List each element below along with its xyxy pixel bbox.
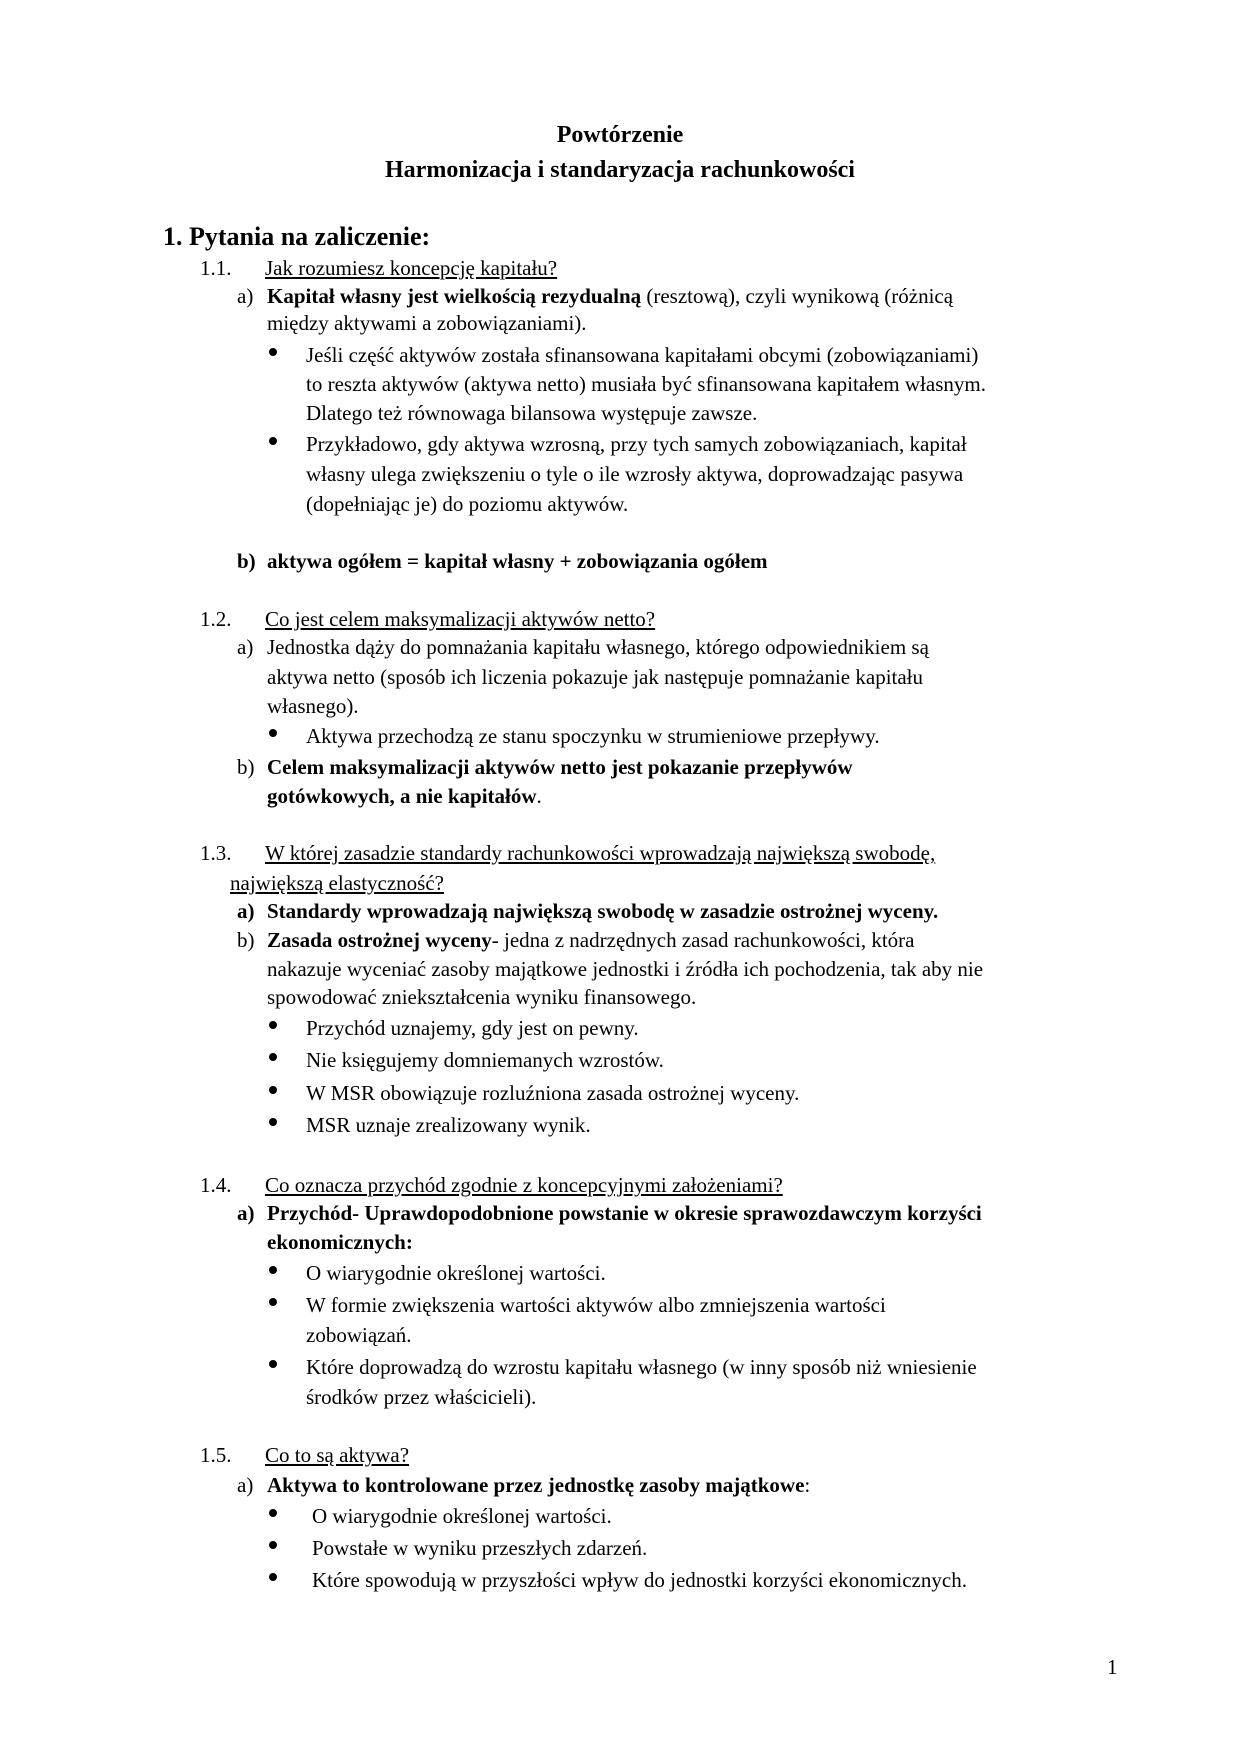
q3-b-line: nakazuje wyceniać zasoby majątkowe jednostki i źródła ich pochodzenia, tak aby nie (267, 957, 984, 981)
bullet-icon (269, 1298, 277, 1306)
q3-b-line (267, 927, 915, 953)
q2-question: Co jest celem maksymalizacji aktywów netto? (265, 607, 656, 631)
q4-bullet: W formie zwiększenia wartości aktywów albo zmniejszenia wartości (306, 1293, 886, 1317)
q1-question: Jak rozumiesz koncepcję kapitału? (265, 256, 558, 280)
q2-number: 1.2. (200, 607, 232, 631)
q3-a-label: a) (237, 899, 255, 923)
q4-a-label: a) (237, 1201, 255, 1225)
q5-a-end: : (804, 1473, 811, 1497)
bullet-icon (269, 1573, 277, 1581)
bullet-icon (269, 1541, 277, 1549)
q5-a-label: a) (237, 1473, 254, 1497)
section-heading (163, 221, 430, 253)
bullet-icon (269, 1266, 277, 1274)
bullet-icon (269, 1360, 277, 1368)
q3-bullet: W MSR obowiązuje rozluźniona zasada ostrożnej wyceny. (306, 1081, 800, 1105)
q1-bullet1-line: Dlatego też równowaga bilansowa występuje zawsze. (306, 401, 758, 425)
bullet-icon (269, 1509, 277, 1517)
section-title: Pytania na zaliczenie: (189, 222, 431, 251)
q3-a-text: Standardy wprowadzają największą swobodę w zasadzie ostrożnej wyceny. (267, 899, 939, 923)
q2-a-line: własnego). (267, 694, 359, 718)
q4-bullet: O wiarygodnie określonej wartości. (306, 1261, 606, 1285)
q1-bullet2-line: Przykładowo, gdy aktywa wzrosną, przy tych samych zobowiązaniach, kapitał (306, 432, 967, 456)
q4-a-line: ekonomicznych: (267, 1230, 413, 1254)
q5-a-line (267, 1472, 810, 1498)
q1-a-bold: Kapitał własny jest wielkością rezydualną (267, 284, 642, 308)
q3-question-line: największą elastyczność? (230, 871, 444, 895)
q2-bullet: Aktywa przechodzą ze stanu spoczynku w strumieniowe przepływy. (306, 724, 880, 748)
q2-a-line: Jednostka dąży do pomnażania kapitału własnego, którego odpowiednikiem są (267, 635, 929, 659)
q1-b-label: b) (237, 549, 256, 573)
q5-bullet: O wiarygodnie określonej wartości. (312, 1504, 612, 1528)
bullet-icon (269, 437, 277, 445)
q5-a-bold: Aktywa to kontrolowane przez jednostkę zasoby majątkowe (267, 1473, 805, 1497)
q2-b-end: . (536, 784, 542, 808)
q1-bullet2-line: (dopełniając je) do poziomu aktywów. (306, 492, 629, 516)
q5-question: Co to są aktywa? (265, 1443, 410, 1467)
q5-number: 1.5. (200, 1443, 232, 1467)
q3-bullet: MSR uznaje zrealizowany wynik. (306, 1113, 591, 1137)
q4-bullet: zobowiązań. (306, 1323, 412, 1347)
bullet-icon (269, 1021, 277, 1029)
q4-bullet: środków przez właścicieli). (306, 1385, 537, 1409)
q2-a-label: a) (237, 635, 254, 659)
q2-b-bold: gotówkowych, a nie kapitałów (267, 784, 537, 808)
q1-bullet1-line: to reszta aktywów (aktywa netto) musiała być sfinansowana kapitałem własnym. (306, 372, 986, 396)
section-number: 1. (163, 222, 183, 251)
q5-bullet: Powstałe w wyniku przeszłych zdarzeń. (312, 1536, 648, 1560)
q3-bullet: Przychód uznajemy, gdy jest on pewny. (306, 1016, 639, 1040)
q1-bullet1-line: Jeśli część aktywów została sfinansowana kapitałami obcymi (zobowiązaniami) (306, 343, 979, 367)
page-number: 1 (1107, 1655, 1118, 1679)
q1-number: 1.1. (200, 256, 232, 280)
q2-a-line: aktywa netto (sposób ich liczenia pokazuje jak następuje pomnażanie kapitału (267, 665, 924, 689)
doc-subtitle: Harmonizacja i standaryzacja rachunkowości (385, 157, 855, 183)
q4-number: 1.4. (200, 1173, 232, 1197)
q3-question-line: W której zasadzie standardy rachunkowości wprowadzają największą swobodę, (265, 841, 936, 865)
q5-bullet: Które spowodują w przyszłości wpływ do jednostki korzyści ekonomicznych. (312, 1568, 967, 1592)
q3-b-line: spowodować zniekształcenia wyniku finansowego. (267, 985, 697, 1009)
bullet-icon (269, 729, 277, 737)
q2-b-line: Celem maksymalizacji aktywów netto jest pokazanie przepływów (267, 755, 853, 779)
q3-b-bold: Zasada ostrożnej wyceny (267, 928, 492, 952)
q2-b-line2 (267, 783, 542, 809)
q1-a-line2: między aktywami a zobowiązaniami). (267, 311, 587, 335)
q3-b-rest: - jedna z nadrzędnych zasad rachunkowości, która (491, 928, 915, 952)
q3-number: 1.3. (200, 841, 232, 865)
bullet-icon (269, 348, 277, 356)
q4-question: Co oznacza przychód zgodnie z koncepcyjnymi założeniami? (265, 1173, 783, 1197)
bullet-icon (269, 1053, 277, 1061)
q1-bullet2-line: własny ulega zwiększeniu o tyle o ile wzrosły aktywa, doprowadzając pasywa (306, 462, 964, 486)
q2-b-label: b) (237, 755, 255, 779)
q1-a-line (267, 283, 953, 309)
q1-a-label: a) (237, 284, 254, 308)
q1-a-rest: (resztową), czyli wynikową (różnicą (641, 284, 954, 308)
bullet-icon (269, 1086, 277, 1094)
q3-bullet: Nie księgujemy domniemanych wzrostów. (306, 1048, 664, 1072)
q3-b-label: b) (237, 928, 255, 952)
q4-a-line: Przychód- Uprawdopodobnione powstanie w okresie sprawozdawczym korzyści (267, 1201, 982, 1225)
bullet-icon (269, 1118, 277, 1126)
q1-b-text: aktywa ogółem = kapitał własny + zobowiązania ogółem (267, 549, 768, 573)
doc-title: Powtórzenie (556, 122, 684, 148)
q4-bullet: Które doprowadzą do wzrostu kapitału własnego (w inny sposób niż wniesienie (306, 1355, 977, 1379)
